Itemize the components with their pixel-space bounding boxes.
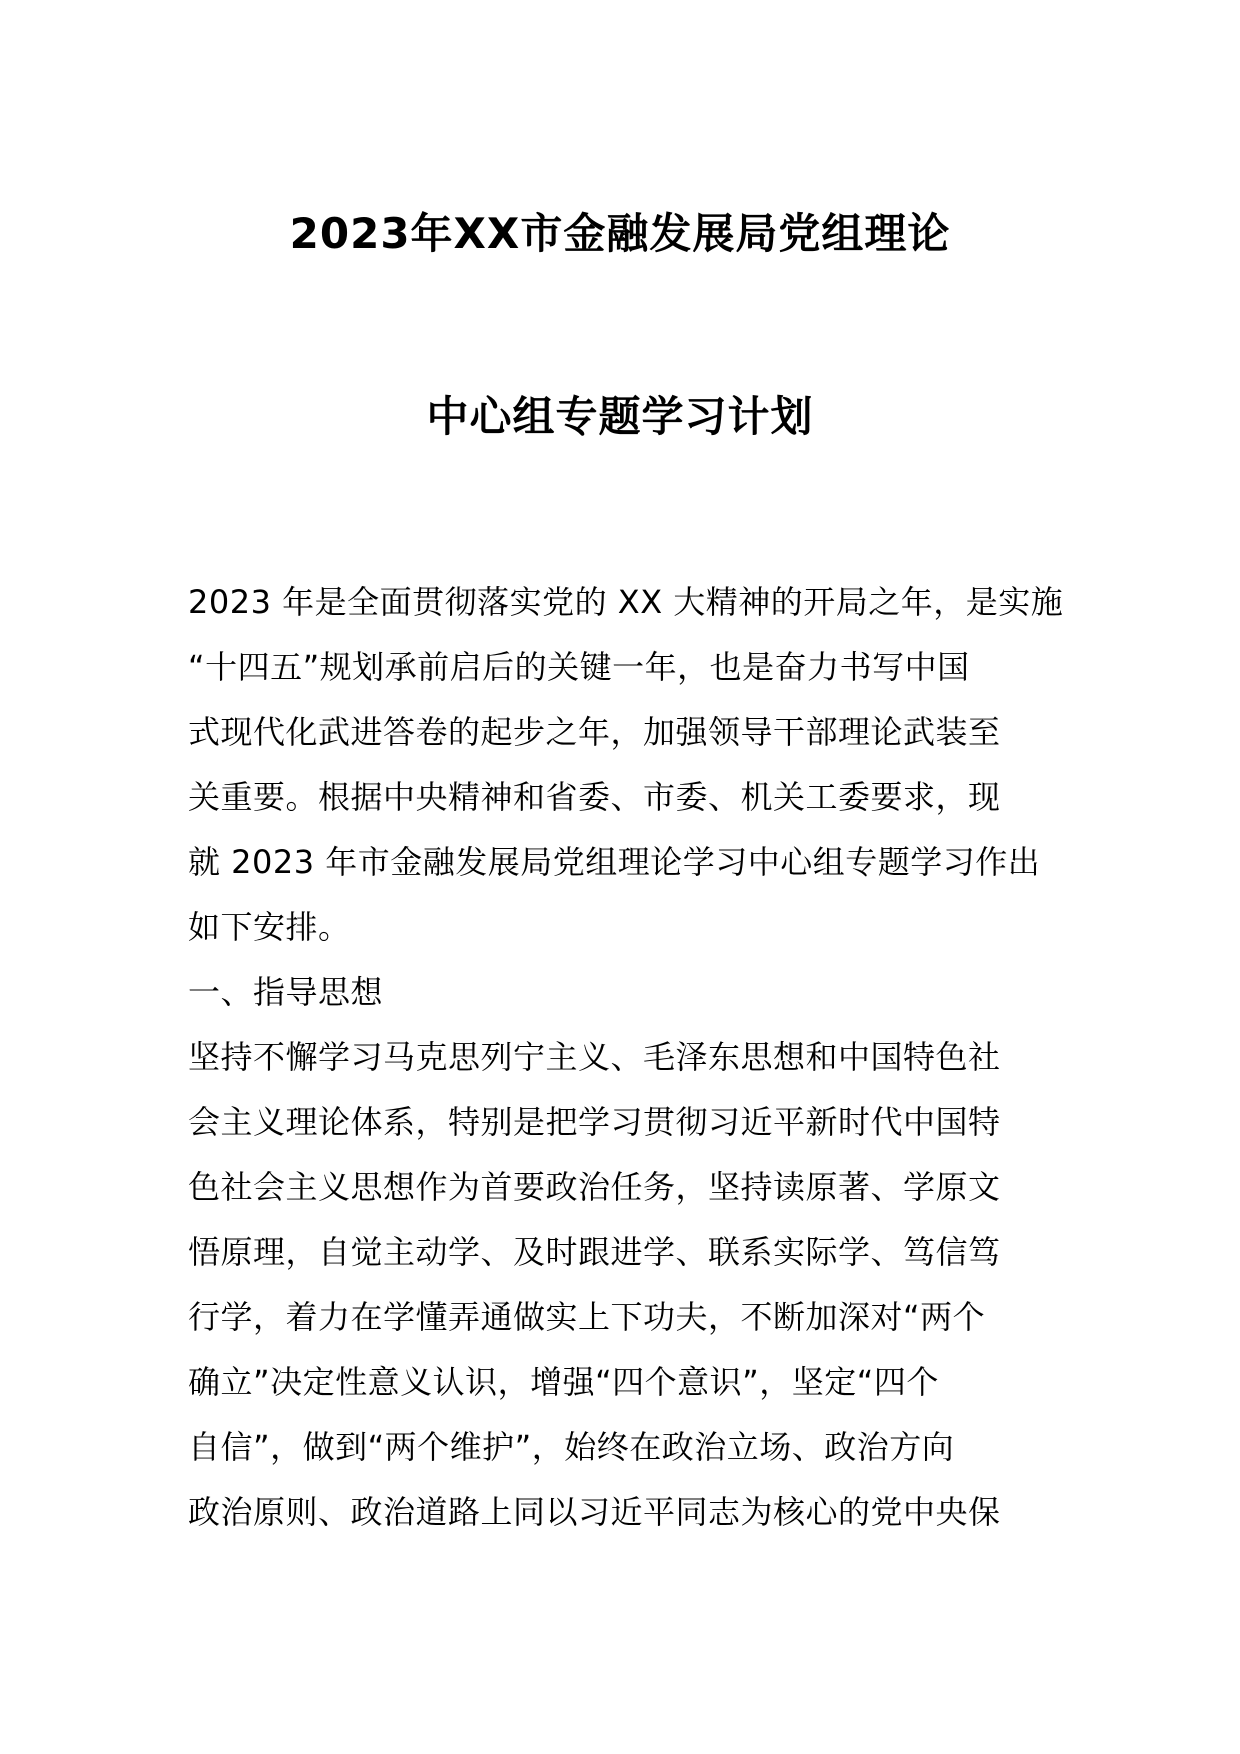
intro-paragraph [188,570,1068,960]
guiding-thought-line: 色社会主义思想作为首要政治任务，坚持读原著、学原文 [188,1168,1001,1206]
intro-paragraph-line: 2023 年是全面贯彻落实党的 XX 大精神的开局之年，是实施 [188,583,1064,621]
guiding-thought-line: 坚持不懈学习马克思列宁主义、毛泽东思想和中国特色社 [188,1038,1001,1076]
intro-paragraph-line: “十四五”规划承前启后的关键一年，也是奋力书写中国 [188,648,970,686]
intro-paragraph-line: 就 2023 年市金融发展局党组理论学习中心组专题学习作出 [188,843,1041,881]
guiding-thought-line: 行学，着力在学懂弄通做实上下功夫，不断加深对“两个 [188,1298,986,1336]
guiding-thought-line: 确立”决定性意义认识，增强“四个意识”，坚定“四个 [188,1363,939,1401]
guiding-thought-line: 会主义理论体系，特别是把学习贯彻习近平新时代中国特 [188,1103,1001,1141]
section-1-heading: 一、指导思想 [188,973,384,1011]
document-title-line-1: 2023年XX市金融发展局党组理论 [289,209,951,258]
guiding-thought-line: 政治原则、政治道路上同以习近平同志为核心的党中央保 [188,1493,1001,1531]
document-body [188,570,1068,1545]
intro-paragraph-line: 关重要。根据中央精神和省委、市委、机关工委要求，现 [188,778,1001,816]
intro-paragraph-line: 式现代化武进答卷的起步之年，加强领导干部理论武装至 [188,713,1001,751]
guiding-thought-line: 悟原理，自觉主动学、及时跟进学、联系实际学、笃信笃 [188,1233,1001,1271]
guiding-thought-line: 自信”，做到“两个维护”，始终在政治立场、政治方向 [188,1428,955,1466]
guiding-thought-paragraph [188,1025,1068,1545]
section-heading [188,960,1068,1025]
document-title-line-2: 中心组专题学习计划 [426,392,814,441]
intro-paragraph-line: 如下安排。 [188,908,351,946]
